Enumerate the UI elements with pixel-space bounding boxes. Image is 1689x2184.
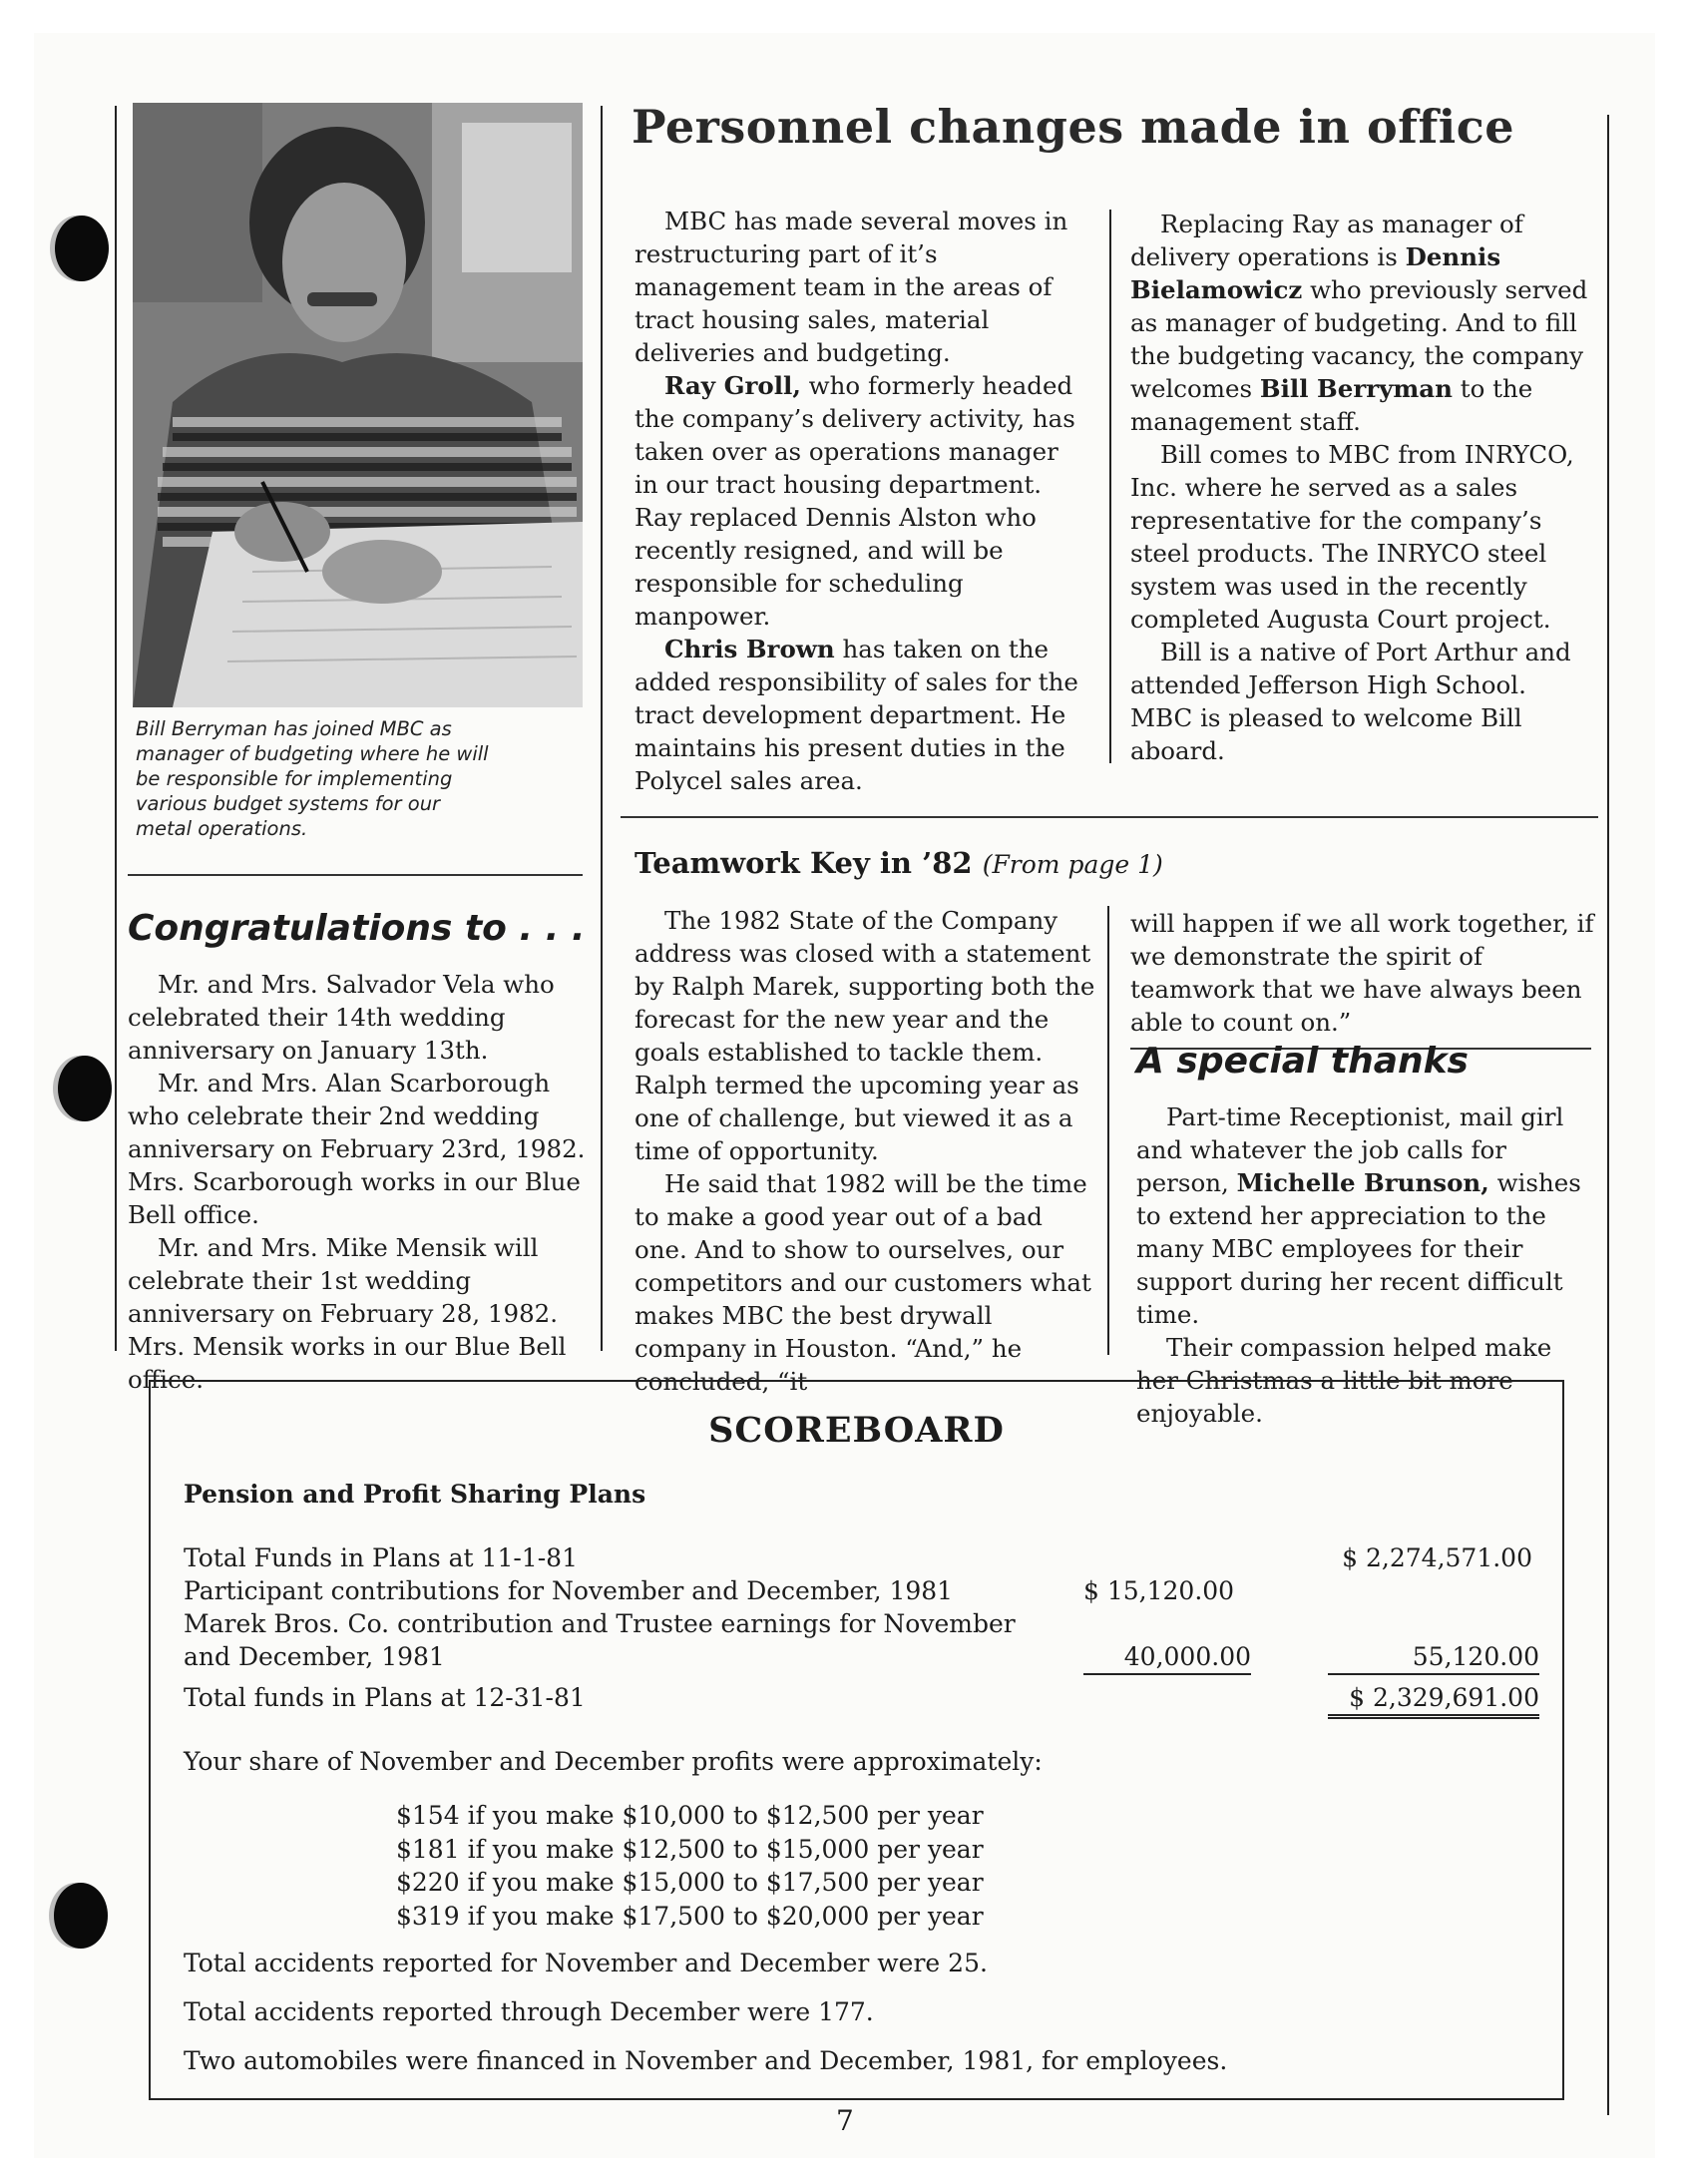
text-run: Mr. and Mrs. Alan Scarborough who celebrate their 2nd wedding anniversary on February 23rd, 1982. Mrs. Scarborough works in our Blue Bell office. [128, 1069, 586, 1229]
profit-share-item: $220 if you make $15,000 to $17,500 per year [396, 1868, 984, 1897]
paragraph [1130, 208, 1594, 438]
paragraph [1130, 907, 1594, 1039]
paragraph [634, 633, 1089, 797]
teamwork-from-page: (From page 1) [982, 850, 1163, 879]
personnel-bottom-divider [621, 816, 1598, 818]
bold-name: Chris Brown [664, 635, 835, 663]
teamwork-column-divider [1107, 906, 1109, 1355]
funds-end-label: Total funds in Plans at 12-31-81 [184, 1683, 586, 1712]
automobiles-financed: Two automobiles were financed in November and December, 1981, for employees. [184, 2046, 1228, 2075]
text-run: to the management staff. [1130, 374, 1533, 436]
congratulations-body [128, 968, 597, 1396]
funds-start-label: Total Funds in Plans at 11-1-81 [184, 1543, 578, 1572]
left-margin-rule [115, 106, 117, 1351]
text-run: who formerly headed the company’s delivery activity, has taken over as operations manager in our tract housing department. Ray replaced Dennis Alston who recently resigned, and will be responsible for scheduling manpower. [634, 371, 1075, 631]
company-contribution-label-2: and December, 1981 [184, 1642, 445, 1671]
bold-name: Dennis Bielamowicz [1130, 242, 1501, 304]
profit-share-list [396, 1799, 984, 1933]
profit-share-intro: Your share of November and December profits were approximately: [184, 1747, 1043, 1776]
text-run: Their compassion helped make her Christmas a little bit more enjoyable. [1136, 1333, 1552, 1428]
funds-start-total: $ 2,274,571.00 [1342, 1543, 1532, 1572]
scoreboard-box [149, 1380, 1564, 2100]
participant-contributions-amount: $ 15,120.00 [1083, 1576, 1235, 1605]
text-run: MBC has made several moves in restructuring part of it’s management team in the areas of tract housing sales, material deliveries and budgeting. [634, 207, 1068, 367]
profit-share-item: $319 if you make $17,500 to $20,000 per year [396, 1901, 984, 1931]
text-run: has taken on the added responsibility of sales for the tract development department. He maintains his present duties in the Polycel sales area. [634, 635, 1078, 795]
participant-contributions-label: Participant contributions for November and December, 1981 [184, 1576, 954, 1605]
text-run: wishes to extend her appreciation to the many MBC employees for their support during her recent difficult time. [1136, 1168, 1581, 1329]
paragraph [1130, 438, 1594, 636]
scoreboard-subtitle: Pension and Profit Sharing Plans [184, 1480, 646, 1509]
profit-share-item: $181 if you make $12,500 to $15,000 per year [396, 1834, 984, 1864]
contributions-total: 55,120.00 [1328, 1640, 1539, 1675]
right-margin-rule [1607, 115, 1609, 2115]
binder-hole-bottom [54, 1883, 108, 1949]
paragraph [634, 904, 1099, 1167]
paragraph [634, 205, 1089, 369]
text-run: will happen if we all work together, if we demonstrate the spirit of teamwork that we have always been able to count on.” [1130, 909, 1594, 1037]
accidents-period: Total accidents reported for November and December were 25. [184, 1949, 988, 1977]
binder-hole-top [55, 216, 109, 281]
caption-divider [128, 874, 583, 876]
text-run: who previously served as manager of budgeting. And to fill the budgeting vacancy, the company welcomes [1130, 275, 1588, 403]
personnel-headline: Personnel changes made in office [632, 100, 1514, 154]
profit-share-item: $154 if you make $10,000 to $12,500 per year [396, 1801, 984, 1830]
text-run: Part-time Receptionist, mail girl and whatever the job calls for person, [1136, 1102, 1564, 1197]
text-run: Bill comes to MBC from INRYCO, Inc. where he served as a sales representative for the company’s steel products. The INRYCO steel system was used in the recently completed Augusta Court project. [1130, 440, 1574, 634]
teamwork-column-1 [634, 904, 1099, 1398]
company-contribution-label-1: Marek Bros. Co. contribution and Trustee earnings for November [184, 1609, 1016, 1638]
teamwork-column-2 [1130, 907, 1594, 1039]
text-run: Mr. and Mrs. Mike Mensik will celebrate their 1st wedding anniversary on February 28, 1982. Mrs. Mensik works in our Blue Bell office. [128, 1233, 567, 1394]
paragraph [634, 369, 1089, 633]
paragraph [634, 1167, 1099, 1398]
paragraph [128, 968, 597, 1067]
personnel-column-divider [1109, 210, 1111, 763]
personnel-column-2 [1130, 208, 1594, 767]
text-run: Replacing Ray as manager of delivery operations is [1130, 210, 1523, 271]
text-run: He said that 1982 will be the time to make a good year out of a bad one. And to show to ourselves, our competitors and our customers what makes MBC the best drywall company in Houston. “And,” he concluded, “it [634, 1169, 1091, 1396]
column-divider-main [601, 106, 603, 1351]
teamwork-headline [634, 846, 1163, 880]
paragraph [1130, 636, 1594, 767]
text-run: Bill is a native of Port Arthur and attended Jefferson High School. MBC is pleased to welcome Bill aboard. [1130, 638, 1571, 765]
special-thanks-title: A special thanks [1136, 1041, 1469, 1082]
accidents-total: Total accidents reported through December were 177. [184, 1997, 874, 2026]
congratulations-title: Congratulations to . . . [128, 908, 586, 949]
page-number: 7 [836, 2104, 854, 2137]
scoreboard-title: SCOREBOARD [708, 1410, 1005, 1451]
paragraph [128, 1231, 597, 1396]
teamwork-title: Teamwork Key in ’82 [634, 846, 973, 880]
bold-name: Michelle Brunson, [1236, 1168, 1489, 1197]
bold-name: Ray Groll, [664, 371, 801, 400]
company-contribution-amount: 40,000.00 [1083, 1640, 1251, 1675]
personnel-column-1 [634, 205, 1089, 797]
photo-bill-berryman [133, 103, 583, 707]
photo-caption: Bill Berryman has joined MBC as manager of budgeting where he will be responsible for implementing various budget systems for our metal operations. [136, 717, 489, 840]
text-run: The 1982 State of the Company address was closed with a statement by Ralph Marek, supporting both the forecast for the new year and the goals established to tackle them. Ralph termed the upcoming year as one of challenge, but viewed it as a time of opportunity. [634, 906, 1095, 1165]
bold-name: Bill Berryman [1259, 374, 1453, 403]
paragraph [1136, 1100, 1597, 1331]
text-run: Mr. and Mrs. Salvador Vela who celebrated their 14th wedding anniversary on January 13th. [128, 970, 555, 1065]
funds-end-total: $ 2,329,691.00 [1328, 1681, 1539, 1719]
binder-hole-middle [58, 1056, 112, 1121]
paragraph [128, 1067, 597, 1231]
